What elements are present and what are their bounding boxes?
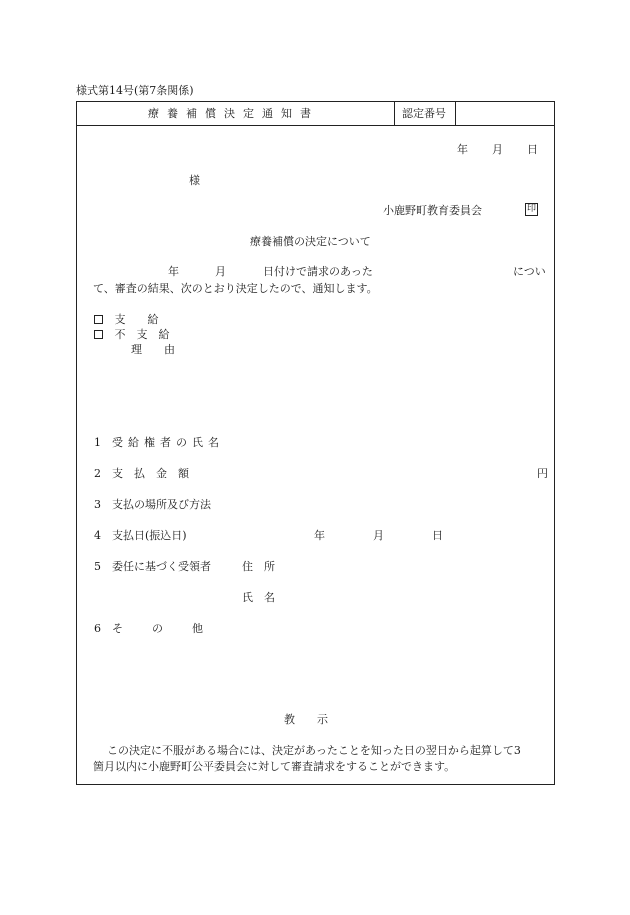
body-line1-end: につい — [513, 265, 546, 278]
header-divider-left — [394, 101, 395, 125]
body-year: 年 — [168, 265, 179, 278]
checkbox-pay-row[interactable] — [94, 313, 159, 326]
item-5-num: 5 — [94, 560, 101, 573]
item-3-num: 3 — [94, 498, 101, 511]
cert-number-field[interactable] — [462, 107, 550, 120]
item-6-label: そ の 他 — [112, 622, 212, 635]
item-4-day: 日 — [432, 529, 443, 542]
instruction-line1: この決定に不服がある場合には、決定があったことを知った日の翌日から起算して3 — [107, 744, 521, 757]
reason-label: 理 由 — [131, 343, 175, 356]
item-5-name-label: 氏 名 — [242, 591, 275, 604]
item-6-num: 6 — [94, 622, 101, 635]
item-4-label: 支払日(振込日) — [112, 529, 187, 542]
item-2-label: 支 払 金 額 — [112, 467, 189, 480]
date-year: 年 — [457, 143, 468, 156]
form-reference: 様式第14号(第7条関係) — [76, 84, 194, 97]
date-month: 月 — [492, 143, 503, 156]
checkbox-pay[interactable] — [94, 315, 103, 324]
date-day: 日 — [527, 143, 538, 156]
header-divider-right — [455, 101, 456, 125]
nonpay-label: 不 支 給 — [114, 328, 170, 341]
instruction-heading: 教 示 — [284, 713, 328, 726]
body-line2: て、審査の結果、次のとおり決定したので、通知します。 — [93, 282, 378, 295]
cert-number-label: 認定番号 — [402, 107, 446, 120]
checkbox-nonpay[interactable] — [94, 330, 103, 339]
body-month: 月 — [215, 265, 226, 278]
body-request-text: 日付けで請求のあった — [263, 265, 373, 278]
pay-label: 支 給 — [114, 313, 159, 326]
item-1-label: 受給権者の氏名 — [112, 436, 224, 449]
issuer-name: 小鹿野町教育委員会 — [383, 204, 482, 217]
item-5-label: 委任に基づく受領者 — [112, 560, 211, 573]
item-4-year: 年 — [314, 529, 325, 542]
seal-stamp: 印 — [526, 204, 536, 214]
item-5-address-label: 住 所 — [242, 560, 275, 573]
item-3-label: 支払の場所及び方法 — [112, 498, 211, 511]
item-1-num: 1 — [94, 436, 101, 449]
checkbox-nonpay-row[interactable] — [94, 328, 170, 341]
instruction-line2: 箇月以内に小鹿野町公平委員会に対して審査請求をすることができます。 — [93, 760, 456, 773]
subject-line: 療養補償の決定について — [250, 235, 371, 248]
addressee-suffix: 様 — [189, 174, 200, 187]
form-title: 療養補償決定通知書 — [148, 107, 319, 120]
item-2-unit: 円 — [537, 467, 548, 480]
item-4-num: 4 — [94, 529, 101, 542]
item-2-num: 2 — [94, 467, 101, 480]
item-4-month: 月 — [373, 529, 384, 542]
header-divider — [76, 125, 555, 126]
